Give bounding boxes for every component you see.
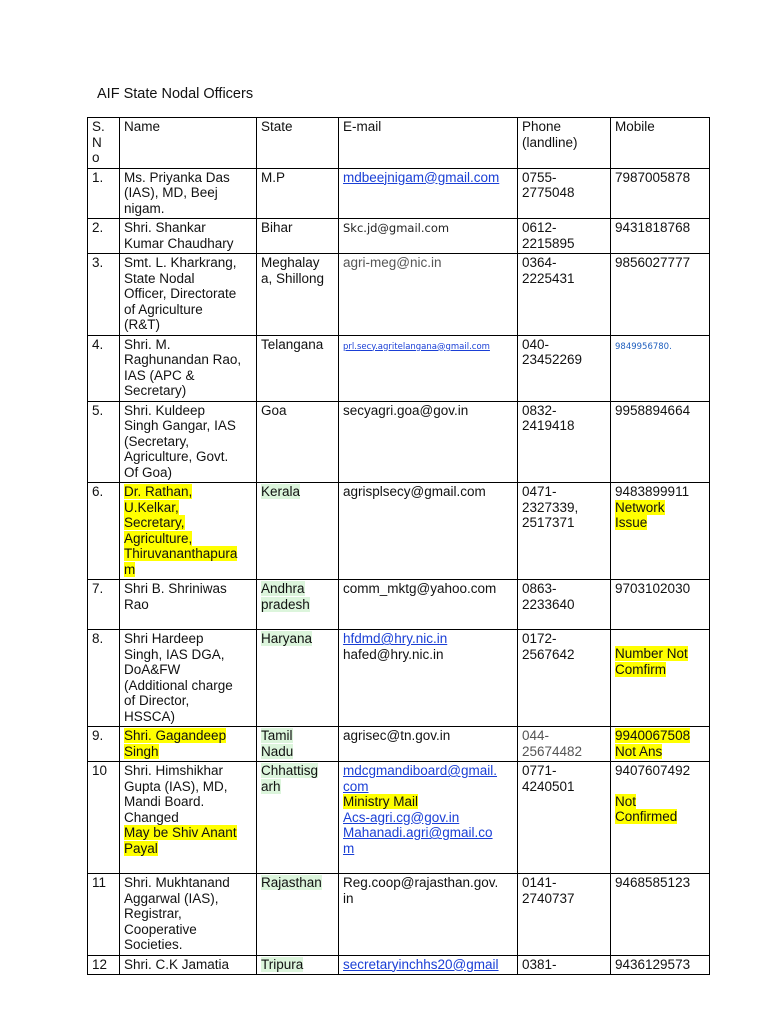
name-text: Shri. C.K Jamatia — [124, 956, 230, 972]
mobile-note: Network Issue — [615, 499, 665, 530]
state-text-highlighted: Kerala — [261, 484, 301, 499]
email-text: Skc.jd@gmail.com — [343, 221, 450, 235]
cell-sno — [88, 401, 120, 483]
email-link[interactable]: secretaryinchhs20@gmail — [343, 956, 499, 972]
cell-sno — [88, 630, 120, 727]
email-link[interactable]: prl.secy.agritelangana@gmail.com — [343, 341, 490, 352]
header-sno-text: S. N o — [92, 119, 105, 165]
header-email-text: E-mail — [343, 119, 382, 134]
email-link[interactable]: mdbeejnigam@gmail.com — [343, 169, 500, 185]
name-text: Shri. Kuldeep Singh Gangar, IAS (Secretary, Agriculture, Govt. Of Goa) — [124, 402, 236, 480]
sno-text: 9. — [92, 728, 104, 743]
state-text: Goa — [261, 402, 287, 418]
name-text: Smt. L. Kharkrang, State Nodal Officer, Directorate of Agriculture (R&T) — [124, 255, 237, 332]
mobile-text: 9856027777 — [615, 255, 691, 270]
phone-text: 0141- 2740737 — [522, 875, 575, 906]
state-text: M.P — [261, 169, 286, 185]
name-text-highlighted: Shri. Gagandeep Singh — [124, 728, 227, 759]
email-text: hafed@hry.nic.in — [343, 646, 444, 662]
cell-sno — [88, 874, 120, 956]
name-text: Shri Hardeep Singh, IAS DGA, DoA&FW (Additional charge of Director, HSSCA) — [124, 631, 233, 724]
cell-mobile — [611, 762, 710, 874]
phone-text: 0832- 2419418 — [522, 402, 575, 433]
cell-mobile — [611, 219, 710, 254]
cell-mobile — [611, 955, 710, 975]
cell-name — [120, 630, 257, 727]
mobile-note: Not Confirmed — [615, 793, 678, 824]
table-row — [88, 874, 710, 956]
state-text-highlighted: Tripura — [261, 956, 304, 972]
table-row — [88, 762, 710, 874]
table-row — [88, 483, 710, 580]
cell-state — [257, 219, 339, 254]
header-mobile — [611, 118, 710, 169]
cell-email — [339, 580, 518, 630]
table-row — [88, 955, 710, 975]
sno-text: 10 — [92, 763, 108, 778]
name-text: Shri. Himshikhar Gupta (IAS), MD, Mandi Board. Changed — [124, 763, 228, 825]
header-email — [339, 118, 518, 169]
table-row — [88, 580, 710, 630]
email-text: agrisec@tn.gov.in — [343, 728, 451, 743]
nodal-officers-table — [87, 117, 710, 975]
cell-phone — [518, 168, 611, 219]
mobile-text: 7987005878 — [615, 169, 691, 185]
cell-email — [339, 727, 518, 762]
phone-text: 0863- 2233640 — [522, 581, 575, 612]
cell-email — [339, 254, 518, 336]
sno-text: 3. — [92, 255, 104, 270]
mobile-text: 9849956780. — [615, 341, 672, 352]
state-text: Bihar — [261, 220, 293, 235]
cell-sno — [88, 254, 120, 336]
cell-phone — [518, 727, 611, 762]
cell-phone — [518, 219, 611, 254]
sno-text: 8. — [92, 631, 104, 646]
cell-mobile — [611, 401, 710, 483]
header-state-text: State — [261, 119, 293, 134]
cell-state — [257, 580, 339, 630]
sno-text: 6. — [92, 484, 104, 499]
cell-name — [120, 401, 257, 483]
cell-sno — [88, 580, 120, 630]
cell-state — [257, 335, 339, 401]
cell-state — [257, 762, 339, 874]
sno-text: 1. — [92, 169, 104, 185]
cell-phone — [518, 955, 611, 975]
table-row — [88, 401, 710, 483]
cell-sno — [88, 219, 120, 254]
state-text: Meghalay a, Shillong — [261, 255, 325, 286]
cell-state — [257, 483, 339, 580]
cell-phone — [518, 483, 611, 580]
cell-mobile — [611, 874, 710, 956]
header-phone — [518, 118, 611, 169]
cell-mobile — [611, 254, 710, 336]
name-text: Shri. Mukhtanand Aggarwal (IAS), Registrar, Cooperative Societies. — [124, 875, 230, 952]
cell-state — [257, 727, 339, 762]
cell-sno — [88, 762, 120, 874]
cell-email — [339, 630, 518, 727]
mobile-text: 9436129573 — [615, 956, 691, 972]
table-row — [88, 219, 710, 254]
cell-email — [339, 762, 518, 874]
phone-text: 0381- — [522, 956, 557, 972]
email-text: agri-meg@nic.in — [343, 255, 442, 270]
cell-state — [257, 874, 339, 956]
header-name-text: Name — [124, 119, 161, 134]
email-link[interactable]: hfdmd@hry.nic.in — [343, 631, 448, 646]
cell-mobile — [611, 630, 710, 727]
sno-text: 11 — [92, 875, 107, 890]
cell-email — [339, 219, 518, 254]
sno-text: 2. — [92, 220, 104, 235]
mobile-note: Number Not Comfirm — [615, 646, 688, 677]
cell-name — [120, 874, 257, 956]
cell-phone — [518, 401, 611, 483]
cell-state — [257, 630, 339, 727]
cell-sno — [88, 168, 120, 219]
cell-mobile — [611, 483, 710, 580]
cell-sno — [88, 955, 120, 975]
table-row — [88, 254, 710, 336]
sno-text: 12 — [92, 956, 108, 972]
cell-name — [120, 727, 257, 762]
phone-text: 044- 25674482 — [522, 728, 583, 759]
table-row — [88, 727, 710, 762]
cell-phone — [518, 580, 611, 630]
state-text-highlighted: Andhra pradesh — [261, 581, 310, 612]
cell-email — [339, 955, 518, 975]
mobile-text: 9483899911 — [615, 484, 690, 499]
table-row — [88, 630, 710, 727]
table-header-row — [88, 118, 710, 169]
phone-text: 0612- 2215895 — [522, 220, 575, 251]
cell-name — [120, 762, 257, 874]
cell-phone — [518, 762, 611, 874]
cell-state — [257, 955, 339, 975]
mobile-text: 9468585123 — [615, 875, 691, 890]
email-text: secyagri.goa@gov.in — [343, 402, 469, 418]
cell-phone — [518, 630, 611, 727]
name-text: Shri B. Shriniwas Rao — [124, 581, 227, 612]
email-text: comm_mktg@yahoo.com — [343, 581, 497, 596]
header-phone-text: Phone (landline) — [522, 119, 578, 150]
cell-name — [120, 955, 257, 975]
cell-email — [339, 874, 518, 956]
cell-mobile — [611, 335, 710, 401]
phone-text: 0471- 2327339, 2517371 — [522, 484, 579, 530]
name-text: Shri. Shankar Kumar Chaudhary — [124, 220, 234, 251]
email-note: Ministry Mail — [343, 794, 419, 809]
cell-phone — [518, 335, 611, 401]
cell-sno — [88, 727, 120, 762]
cell-name — [120, 335, 257, 401]
header-name — [120, 118, 257, 169]
cell-state — [257, 401, 339, 483]
phone-text: 0755- 2775048 — [522, 169, 575, 200]
cell-name — [120, 219, 257, 254]
cell-name — [120, 168, 257, 219]
cell-email — [339, 483, 518, 580]
document-title: AIF State Nodal Officers — [97, 86, 254, 102]
email-text: agrisplsecy@gmail.com — [343, 484, 486, 499]
cell-name — [120, 580, 257, 630]
header-sno — [88, 118, 120, 169]
cell-sno — [88, 483, 120, 580]
phone-text: 0172- 2567642 — [522, 631, 575, 662]
cell-state — [257, 168, 339, 219]
cell-mobile — [611, 168, 710, 219]
cell-email — [339, 335, 518, 401]
cell-email — [339, 401, 518, 483]
phone-text: 0771- 4240501 — [522, 763, 575, 794]
state-text-highlighted: Tamil Nadu — [261, 728, 294, 759]
sno-text: 7. — [92, 581, 104, 596]
cell-state — [257, 254, 339, 336]
name-text: Shri. M. Raghunandan Rao, IAS (APC & Secretary) — [124, 336, 242, 398]
name-text-highlighted: Dr. Rathan, U.Kelkar, Secretary, Agriculture, Thiruvananthapura m — [124, 484, 238, 577]
email-link[interactable]: mdcgmandiboard@gmail. com — [343, 763, 498, 794]
header-state — [257, 118, 339, 169]
cell-name — [120, 254, 257, 336]
cell-mobile — [611, 727, 710, 762]
cell-email — [339, 168, 518, 219]
table-row — [88, 168, 710, 219]
cell-phone — [518, 874, 611, 956]
header-mobile-text: Mobile — [615, 119, 655, 134]
name-note: May be Shiv Anant Payal — [124, 825, 237, 856]
state-text: Telangana — [261, 336, 324, 352]
table-row — [88, 335, 710, 401]
phone-text: 040- 23452269 — [522, 336, 583, 367]
state-text-highlighted: Haryana — [261, 631, 313, 646]
email-text: Reg.coop@rajasthan.gov. in — [343, 875, 499, 906]
phone-text: 0364- 2225431 — [522, 255, 575, 286]
cell-name — [120, 483, 257, 580]
email-link-2[interactable]: Acs-agri.cg@gov.in — [343, 809, 460, 825]
sno-text: 4. — [92, 336, 104, 352]
email-link-3[interactable]: Mahanadi.agri@gmail.co m — [343, 825, 493, 856]
mobile-text: 9407607492 — [615, 763, 691, 778]
state-text-highlighted: Chhattisg arh — [261, 763, 319, 794]
mobile-note: 9940067508 Not Ans — [615, 728, 691, 759]
mobile-text: 9958894664 — [615, 402, 691, 418]
cell-phone — [518, 254, 611, 336]
mobile-text: 9431818768 — [615, 220, 691, 235]
sno-text: 5. — [92, 402, 104, 418]
cell-sno — [88, 335, 120, 401]
state-text-highlighted: Rajasthan — [261, 875, 322, 890]
mobile-text: 9703102030 — [615, 581, 691, 596]
name-text: Ms. Priyanka Das (IAS), MD, Beej nigam. — [124, 169, 230, 216]
cell-mobile — [611, 580, 710, 630]
